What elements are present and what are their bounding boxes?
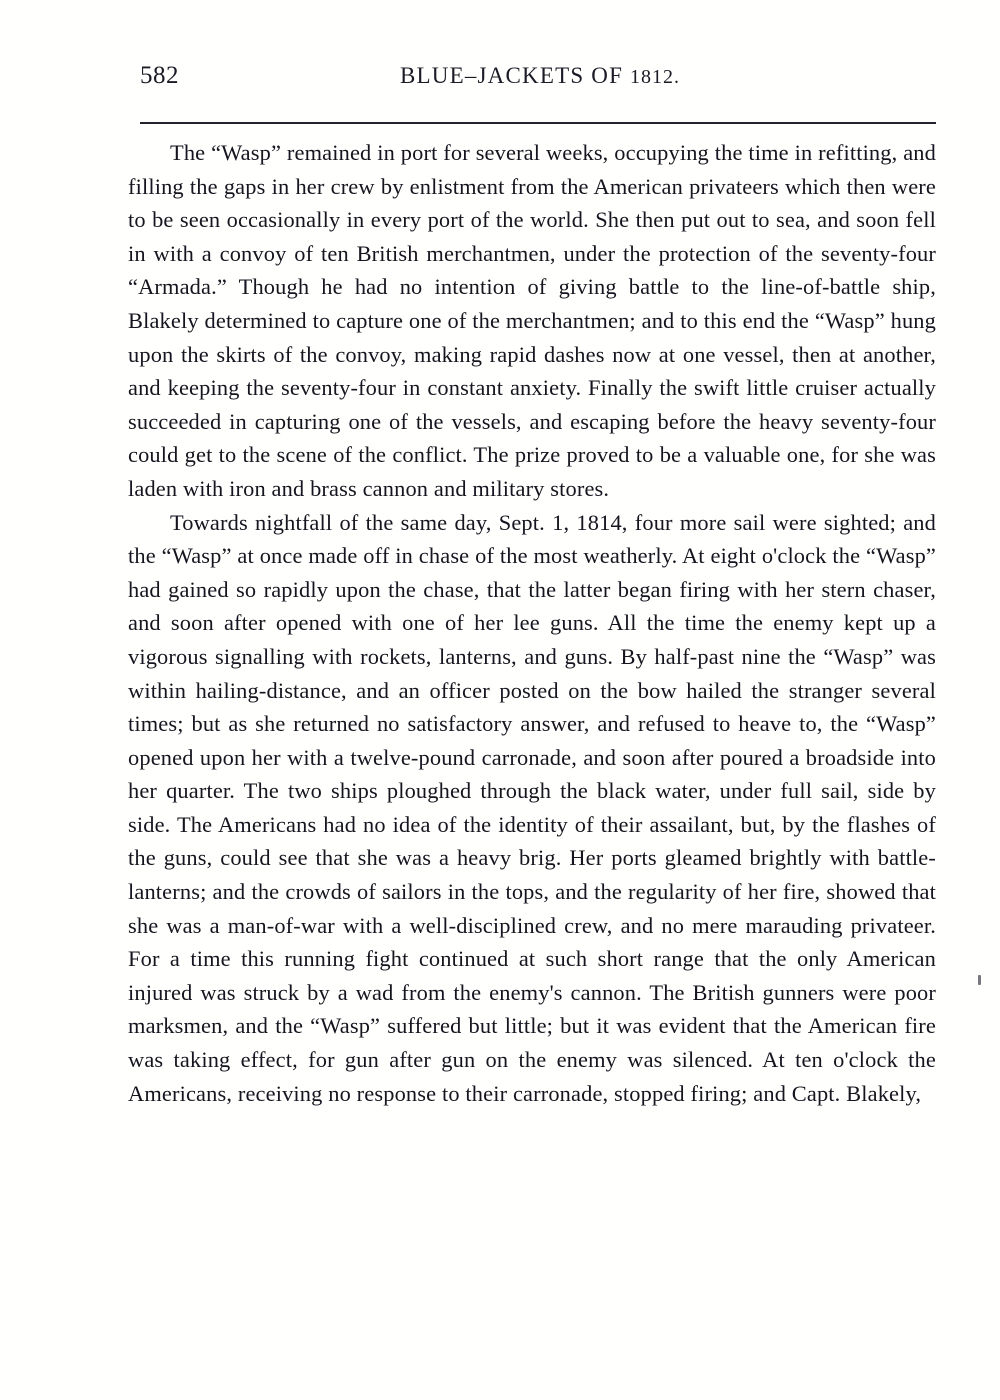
page-header [140,58,940,102]
paragraph: The “Wasp” remained in port for several weeks, occupying the time in refitting, and filling the gaps in her crew by enlistment from the American privateers which then were to be seen occasionally in every port of the world. She then put out to sea, and soon fell in with a convoy of ten British merchantmen, under the protection of the seventy-four “Armada.” Though he had no intention of giving battle to the line-of-battle ship, Blakely determined to capture one of the merchantmen; and to this end the “Wasp” hung upon the skirts of the convoy, making rapid dashes now at one vessel, then at another, and keeping the seventy-four in constant anxiety. Finally the swift little cruiser actually succeeded in capturing one of the vessels, and escaping before the heavy seventy-four could get to the scene of the conflict. The prize proved to be a valuable one, for she was laden with iron and brass cannon and military stores. [128,140,936,501]
margin-ink-speck [978,975,981,985]
body-text [128,136,936,1110]
header-rule [140,122,936,124]
running-head-title: BLUE–JACKETS OF [399,63,624,88]
running-head-year: 1812. [630,66,681,88]
paragraph: Towards nightfall of the same day, Sept. 1, 1814, four more sail were sighted; and the “Wasp” at once made off in chase of the most weatherly. At eight o'clock the “Wasp” had gained so rapidly upon the chase, that the latter began firing with her stern chaser, and soon after opened with one of her lee guns. All the time the enemy kept up a vigorous signalling with rockets, lanterns, and guns. By half-past nine the “Wasp” was within hailing-distance, and an officer posted on the bow hailed the stranger several times; but as she returned no satisfactory answer, and refused to heave to, the “Wasp” opened upon her with a twelve-pound carronade, and soon after poured a broadside into her quarter. The two ships ploughed through the black water, under full sail, side by side. The Americans had no idea of the identity of their assailant, but, by the flashes of the guns, could see that she was a heavy brig. Her ports gleamed brightly with battle-lanterns; and the crowds of sailors in the tops, and the regularity of her fire, showed that she was a man-of-war with a well-disciplined crew, and no mere marauding privateer. For a time this running fight continued at such short range that the only American injured was struck by a wad from the enemy's cannon. The British gunners were poor marksmen, and the “Wasp” suffered but little; but it was evident that the American fire was taking effect, for gun after gun on the enemy was silenced. At ten o'clock the Americans, receiving no response to their carronade, stopped firing; and Capt. Blakely, [128,509,936,1106]
page-number: 582 [140,62,179,89]
running-head [140,63,940,89]
